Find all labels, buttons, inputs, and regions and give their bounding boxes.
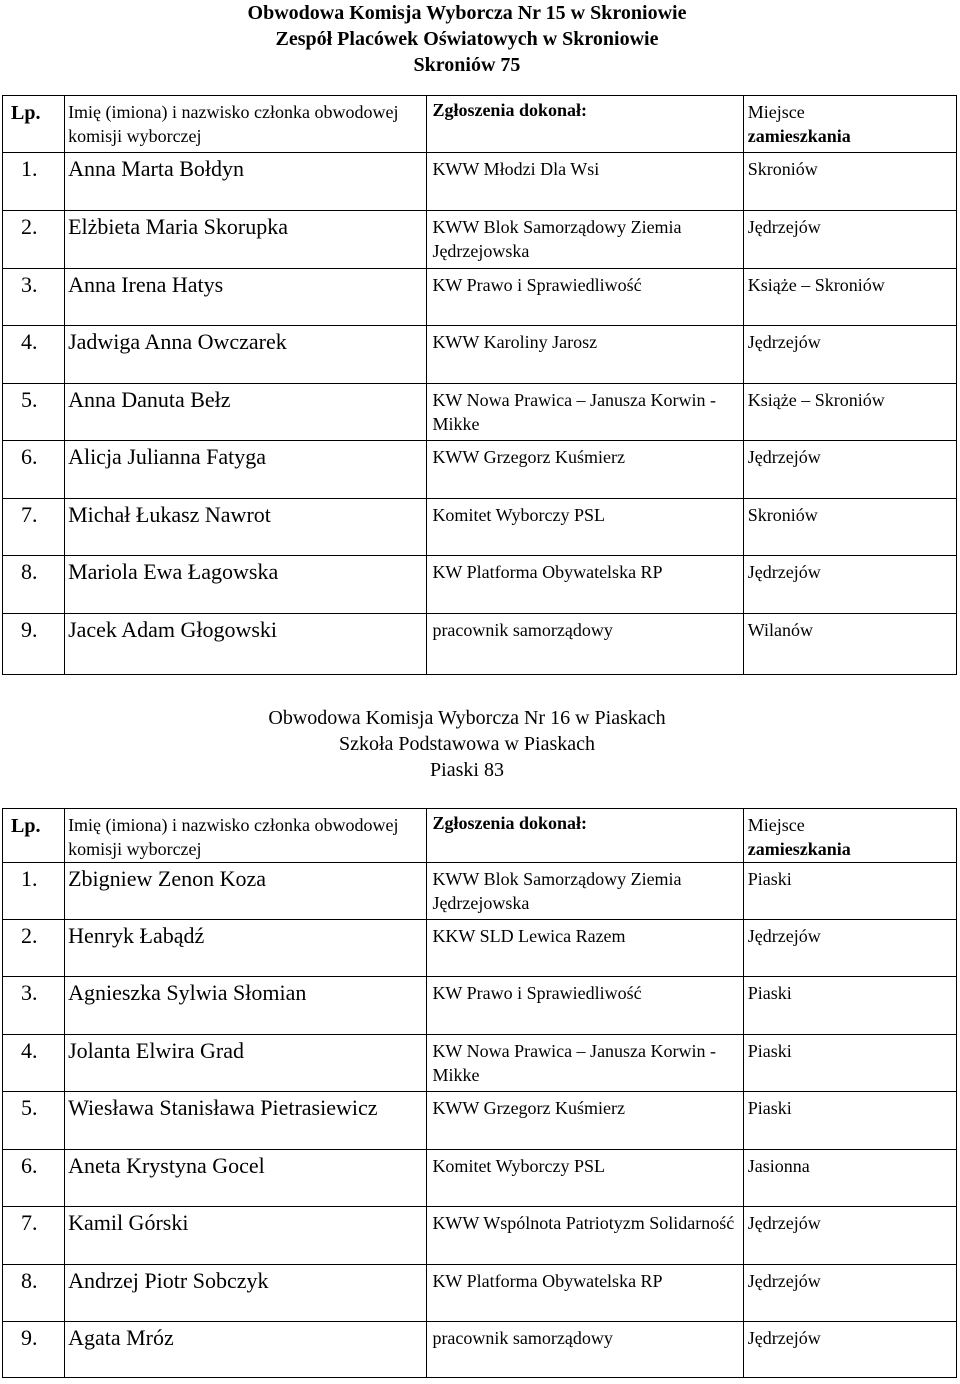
member-submitted-by: KW Platforma Obywatelska RP xyxy=(427,556,743,614)
member-lp: 7. xyxy=(3,1207,65,1265)
member-residence: Wilanów xyxy=(743,614,956,675)
member-residence: Jasionna xyxy=(743,1150,956,1207)
table-header-row xyxy=(3,809,957,863)
member-residence: Skroniów xyxy=(743,153,956,211)
committee-16-title: Obwodowa Komisja Wyborcza Nr 16 w Piaskach xyxy=(268,707,666,729)
member-submitted-by: KW Nowa Prawica – Janusza Korwin - Mikke xyxy=(427,1035,743,1092)
member-lp: 3. xyxy=(3,977,65,1035)
table-row xyxy=(3,211,957,269)
member-residence: Piaski xyxy=(743,1092,956,1150)
member-submitted-by: KWW Wspólnota Patriotyzm Solidarność xyxy=(427,1207,743,1265)
header-residence xyxy=(743,96,956,153)
member-name: Wiesława Stanisława Pietrasiewicz xyxy=(65,1092,427,1150)
header-residence-line2: zamieszkania xyxy=(747,839,851,859)
committee-15-title: Obwodowa Komisja Wyborcza Nr 15 w Skroniowie xyxy=(247,2,687,24)
table-header-row xyxy=(3,96,957,153)
header-residence xyxy=(743,809,956,863)
member-lp: 7. xyxy=(3,499,65,556)
member-name: Jacek Adam Głogowski xyxy=(65,614,427,675)
member-name: Aneta Krystyna Gocel xyxy=(65,1150,427,1207)
member-lp: 4. xyxy=(3,1035,65,1092)
member-name: Anna Danuta Bełz xyxy=(65,384,427,441)
member-lp: 2. xyxy=(3,920,65,977)
member-submitted-by: KW Platforma Obywatelska RP xyxy=(427,1265,743,1322)
table-row xyxy=(3,1207,957,1265)
committee-16-address: Piaski 83 xyxy=(430,759,504,781)
committee-15-header xyxy=(0,0,934,78)
member-lp: 9. xyxy=(3,1322,65,1378)
member-submitted-by: KWW Młodzi Dla Wsi xyxy=(427,153,743,211)
member-lp: 8. xyxy=(3,1265,65,1322)
table-row xyxy=(3,1322,957,1378)
member-submitted-by: pracownik samorządowy xyxy=(427,1322,743,1378)
header-submitted-by: Zgłoszenia dokonał: xyxy=(427,809,743,863)
member-residence: Jędrzejów xyxy=(743,211,956,269)
member-lp: 2. xyxy=(3,211,65,269)
member-submitted-by: KWW Grzegorz Kuśmierz xyxy=(427,441,743,499)
committee-16-subtitle: Szkoła Podstawowa w Piaskach xyxy=(338,733,596,755)
member-name: Andrzej Piotr Sobczyk xyxy=(65,1265,427,1322)
member-name: Kamil Górski xyxy=(65,1207,427,1265)
member-name: Zbigniew Zenon Koza xyxy=(65,863,427,920)
member-lp: 1. xyxy=(3,153,65,211)
table-row xyxy=(3,614,957,675)
member-residence: Książe – Skroniów xyxy=(743,269,956,326)
member-residence: Piaski xyxy=(743,1035,956,1092)
member-submitted-by: KW Prawo i Sprawiedliwość xyxy=(427,977,743,1035)
table-row xyxy=(3,441,957,499)
table-row xyxy=(3,1150,957,1207)
member-residence: Jędrzejów xyxy=(743,1265,956,1322)
member-name: Michał Łukasz Nawrot xyxy=(65,499,427,556)
table-row xyxy=(3,153,957,211)
header-residence-line1: Miejsce xyxy=(747,815,805,835)
header-lp: Lp. xyxy=(3,809,65,863)
member-submitted-by: Komitet Wyborczy PSL xyxy=(427,499,743,556)
member-lp: 5. xyxy=(3,384,65,441)
header-residence-line1: Miejsce xyxy=(747,102,805,122)
table-row xyxy=(3,1035,957,1092)
member-lp: 6. xyxy=(3,441,65,499)
member-lp: 3. xyxy=(3,269,65,326)
member-submitted-by: KKW SLD Lewica Razem xyxy=(427,920,743,977)
member-residence: Skroniów xyxy=(743,499,956,556)
member-lp: 8. xyxy=(3,556,65,614)
table-row xyxy=(3,977,957,1035)
member-lp: 6. xyxy=(3,1150,65,1207)
member-submitted-by: KWW Grzegorz Kuśmierz xyxy=(427,1092,743,1150)
member-residence: Jędrzejów xyxy=(743,556,956,614)
member-name: Mariola Ewa Łagowska xyxy=(65,556,427,614)
table-row xyxy=(3,1265,957,1322)
member-name: Jolanta Elwira Grad xyxy=(65,1035,427,1092)
table-row xyxy=(3,1092,957,1150)
header-lp: Lp. xyxy=(3,96,65,153)
table-row xyxy=(3,920,957,977)
member-residence: Jędrzejów xyxy=(743,1322,956,1378)
table-row xyxy=(3,384,957,441)
member-residence: Jędrzejów xyxy=(743,920,956,977)
member-lp: 9. xyxy=(3,614,65,675)
member-lp: 4. xyxy=(3,326,65,384)
member-submitted-by: Komitet Wyborczy PSL xyxy=(427,1150,743,1207)
committee-15-subtitle: Zespół Placówek Oświatowych w Skroniowie xyxy=(275,28,659,50)
member-residence: Piaski xyxy=(743,977,956,1035)
member-submitted-by: KW Prawo i Sprawiedliwość xyxy=(427,269,743,326)
member-submitted-by: KWW Blok Samorządowy Ziemia Jędrzejowska xyxy=(427,863,743,920)
table-row xyxy=(3,326,957,384)
member-name: Anna Marta Bołdyn xyxy=(65,153,427,211)
member-residence: Książe – Skroniów xyxy=(743,384,956,441)
member-name: Anna Irena Hatys xyxy=(65,269,427,326)
member-residence: Jędrzejów xyxy=(743,1207,956,1265)
table-row xyxy=(3,863,957,920)
member-residence: Jędrzejów xyxy=(743,326,956,384)
header-name: Imię (imiona) i nazwisko członka obwodowej komisji wyborczej xyxy=(65,96,427,153)
member-residence: Piaski xyxy=(743,863,956,920)
member-name: Jadwiga Anna Owczarek xyxy=(65,326,427,384)
member-name: Agata Mróz xyxy=(65,1322,427,1378)
member-name: Henryk Łabądź xyxy=(65,920,427,977)
header-residence-line2: zamieszkania xyxy=(747,126,851,146)
member-lp: 5. xyxy=(3,1092,65,1150)
member-submitted-by: pracownik samorządowy xyxy=(427,614,743,675)
header-submitted-by: Zgłoszenia dokonał: xyxy=(427,96,743,153)
member-name: Agnieszka Sylwia Słomian xyxy=(65,977,427,1035)
member-submitted-by: KWW Blok Samorządowy Ziemia Jędrzejowska xyxy=(427,211,743,269)
committee-16-header xyxy=(0,705,934,783)
member-submitted-by: KW Nowa Prawica – Janusza Korwin - Mikke xyxy=(427,384,743,441)
member-submitted-by: KWW Karoliny Jarosz xyxy=(427,326,743,384)
member-lp: 1. xyxy=(3,863,65,920)
table-row xyxy=(3,499,957,556)
committee-15-table xyxy=(2,95,957,675)
table-row xyxy=(3,556,957,614)
member-name: Elżbieta Maria Skorupka xyxy=(65,211,427,269)
committee-16-table xyxy=(2,808,957,1378)
member-residence: Jędrzejów xyxy=(743,441,956,499)
member-name: Alicja Julianna Fatyga xyxy=(65,441,427,499)
table-row xyxy=(3,269,957,326)
header-name: Imię (imiona) i nazwisko członka obwodowej komisji wyborczej xyxy=(65,809,427,863)
committee-15-address: Skroniów 75 xyxy=(413,54,521,76)
